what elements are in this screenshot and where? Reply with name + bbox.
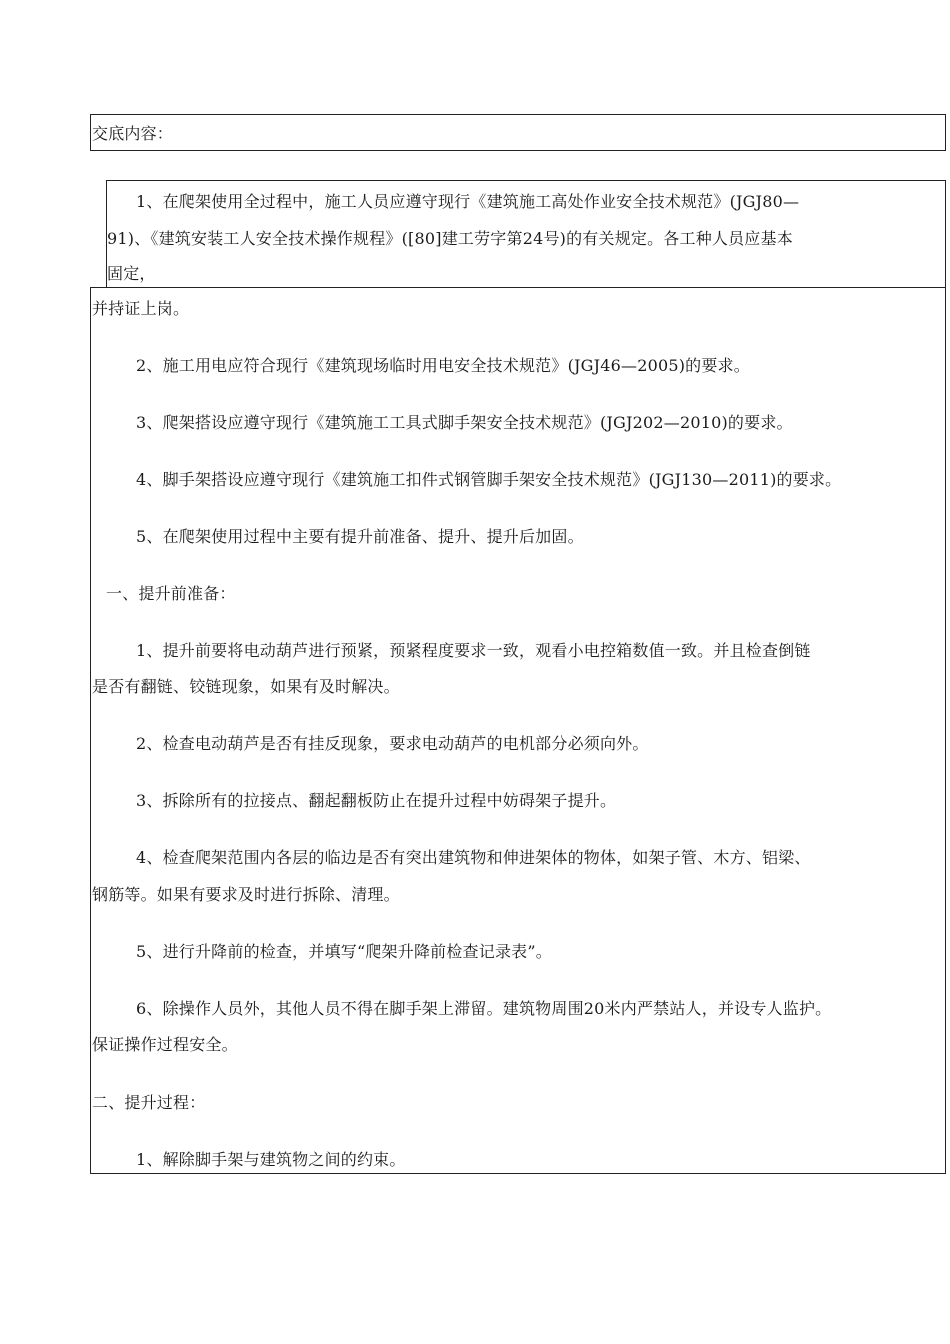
s1-item1-line2: 是否有翻链、铰链现象，如果有及时解决。 <box>92 677 400 696</box>
s1-item4-line1: 4、检查爬架范围内各层的临边是否有突出建筑物和伸进架体的物体，如架子管、木方、铝梁、 <box>136 848 811 867</box>
item1-line3: 固定， <box>107 264 156 283</box>
item1-line1: 1、在爬架使用全过程中，施工人员应遵守现行《建筑施工高处作业安全技术规范》(JGJ80— <box>136 192 800 211</box>
header-label: 交底内容： <box>92 124 174 143</box>
s1-item6-line1: 6、除操作人员外，其他人员不得在脚手架上滞留。建筑物周围20米内严禁站人，并设专人监护。 <box>136 999 832 1018</box>
s1-item6-line2: 保证操作过程安全。 <box>92 1035 238 1054</box>
section1-title: 一、提升前准备： <box>106 584 236 603</box>
header-cell <box>90 114 946 151</box>
item3: 3、爬架搭设应遵守现行《建筑施工工具式脚手架安全技术规范》(JGJ202—2010)的要求。 <box>136 413 793 432</box>
item4: 4、脚手架搭设应遵守现行《建筑施工扣件式钢管脚手架安全技术规范》(JGJ130—2011)的要求。 <box>136 470 842 489</box>
s1-item4-line2: 钢筋等。如果有要求及时进行拆除、清理。 <box>92 885 400 904</box>
item1-line4: 并持证上岗。 <box>92 299 190 318</box>
s1-item1-line1: 1、提升前要将电动葫芦进行预紧，预紧程度要求一致，观看小电控箱数值一致。并且检查倒链 <box>136 641 811 660</box>
item1-line2: 91)、《建筑安装工人安全技术操作规程》([80]建工劳字第24号)的有关规定。各工种人员应基本 <box>107 229 793 248</box>
s2-item1: 1、解除脚手架与建筑物之间的约束。 <box>136 1150 406 1169</box>
item2: 2、施工用电应符合现行《建筑现场临时用电安全技术规范》(JGJ46—2005)的要求。 <box>136 356 750 375</box>
s1-item5: 5、进行升降前的检查，并填写“爬架升降前检查记录表”。 <box>136 942 552 961</box>
s1-item2: 2、检查电动葫芦是否有挂反现象，要求电动葫芦的电机部分必须向外。 <box>136 734 649 753</box>
s1-item3: 3、拆除所有的拉接点、翻起翻板防止在提升过程中妨碍架子提升。 <box>136 791 617 810</box>
section2-title: 二、提升过程： <box>92 1093 206 1112</box>
item5: 5、在爬架使用过程中主要有提升前准备、提升、提升后加固。 <box>136 527 584 546</box>
